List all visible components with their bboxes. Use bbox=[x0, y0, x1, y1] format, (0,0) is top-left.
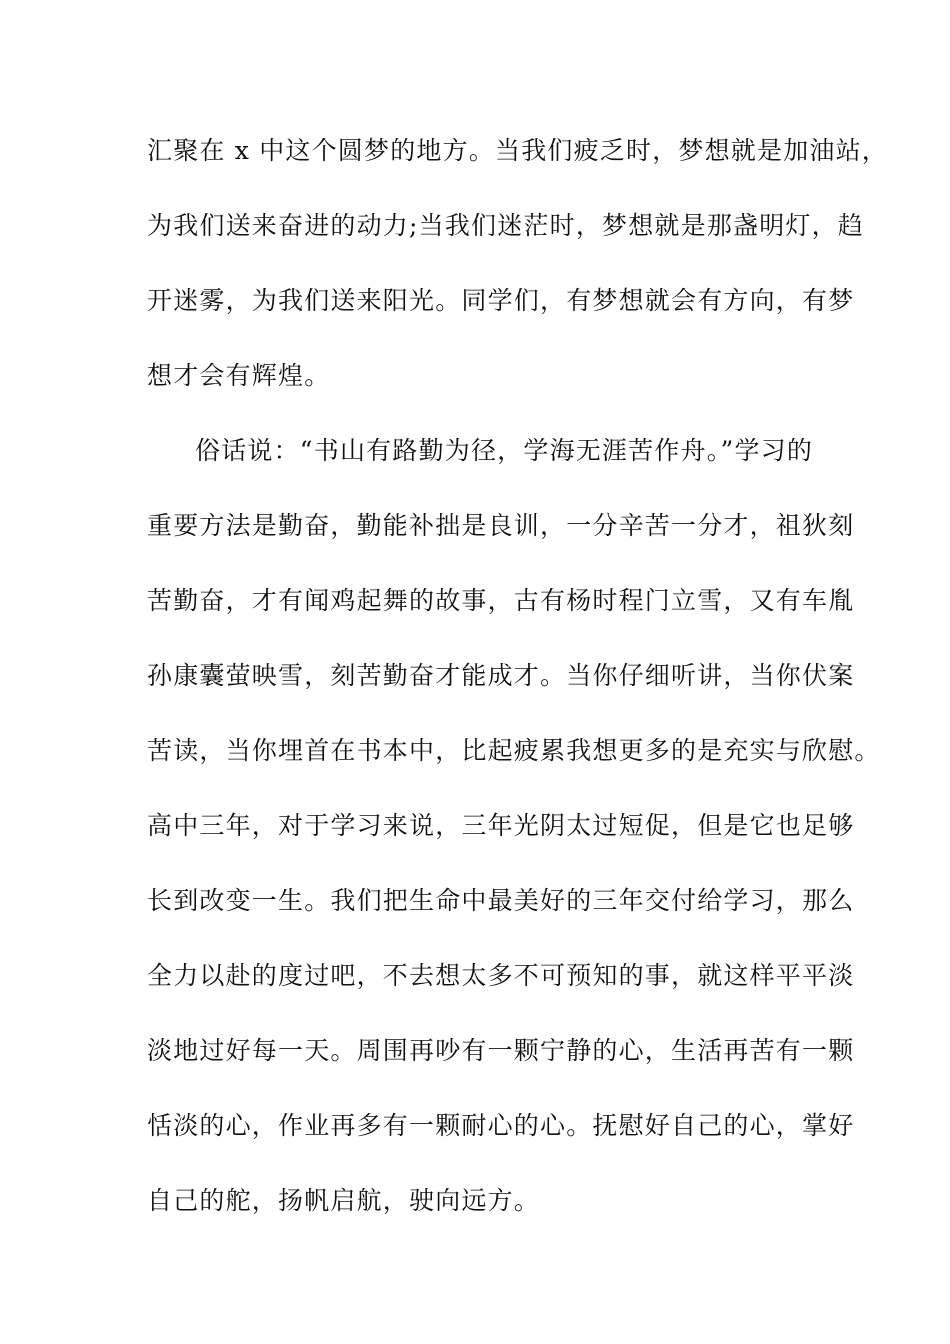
text-line: 开迷雾，为我们送来阳光。同学们，有梦想就会有方向，有梦 bbox=[147, 286, 855, 315]
text-line: 自己的舵，扬帆启航，驶向远方。 bbox=[147, 1186, 541, 1215]
text-line: 恬淡的心，作业再多有一颗耐心的心。抚慰好自己的心，掌好 bbox=[147, 1111, 855, 1140]
text-line: 高中三年，对于学习来说，三年光阴太过短促，但是它也足够 bbox=[147, 811, 855, 840]
paragraph-first-line: 俗话说：“书山有路勤为径，学海无涯苦作舟。”学习的 bbox=[195, 436, 814, 465]
text-line: 苦读，当你埋首在书本中，比起疲累我想更多的是充实与欣慰。 bbox=[147, 736, 881, 765]
text-line: 苦勤奋，才有闻鸡起舞的故事，古有杨时程门立雪，又有车胤 bbox=[147, 586, 855, 615]
text-line: 全力以赴的度过吧，不去想太多不可预知的事，就这样平平淡 bbox=[147, 961, 855, 990]
text-line: 淡地过好每一天。周围再吵有一颗宁静的心，生活再苦有一颗 bbox=[147, 1036, 855, 1065]
text-line: 想才会有辉煌。 bbox=[147, 361, 331, 390]
text-line: 孙康囊萤映雪，刻苦勤奋才能成才。当你仔细听讲，当你伏案 bbox=[147, 661, 855, 690]
text-line: 重要方法是勤奋，勤能补拙是良训，一分辛苦一分才，祖狄刻 bbox=[147, 511, 855, 540]
text-line: 汇聚在 x 中这个圆梦的地方。当我们疲乏时，梦想就是加油站， bbox=[147, 136, 888, 165]
text-line: 为我们送来奋进的动力;当我们迷茫时，梦想就是那盏明灯，趋 bbox=[147, 211, 865, 240]
text-line: 长到改变一生。我们把生命中最美好的三年交付给学习，那么 bbox=[147, 886, 855, 915]
